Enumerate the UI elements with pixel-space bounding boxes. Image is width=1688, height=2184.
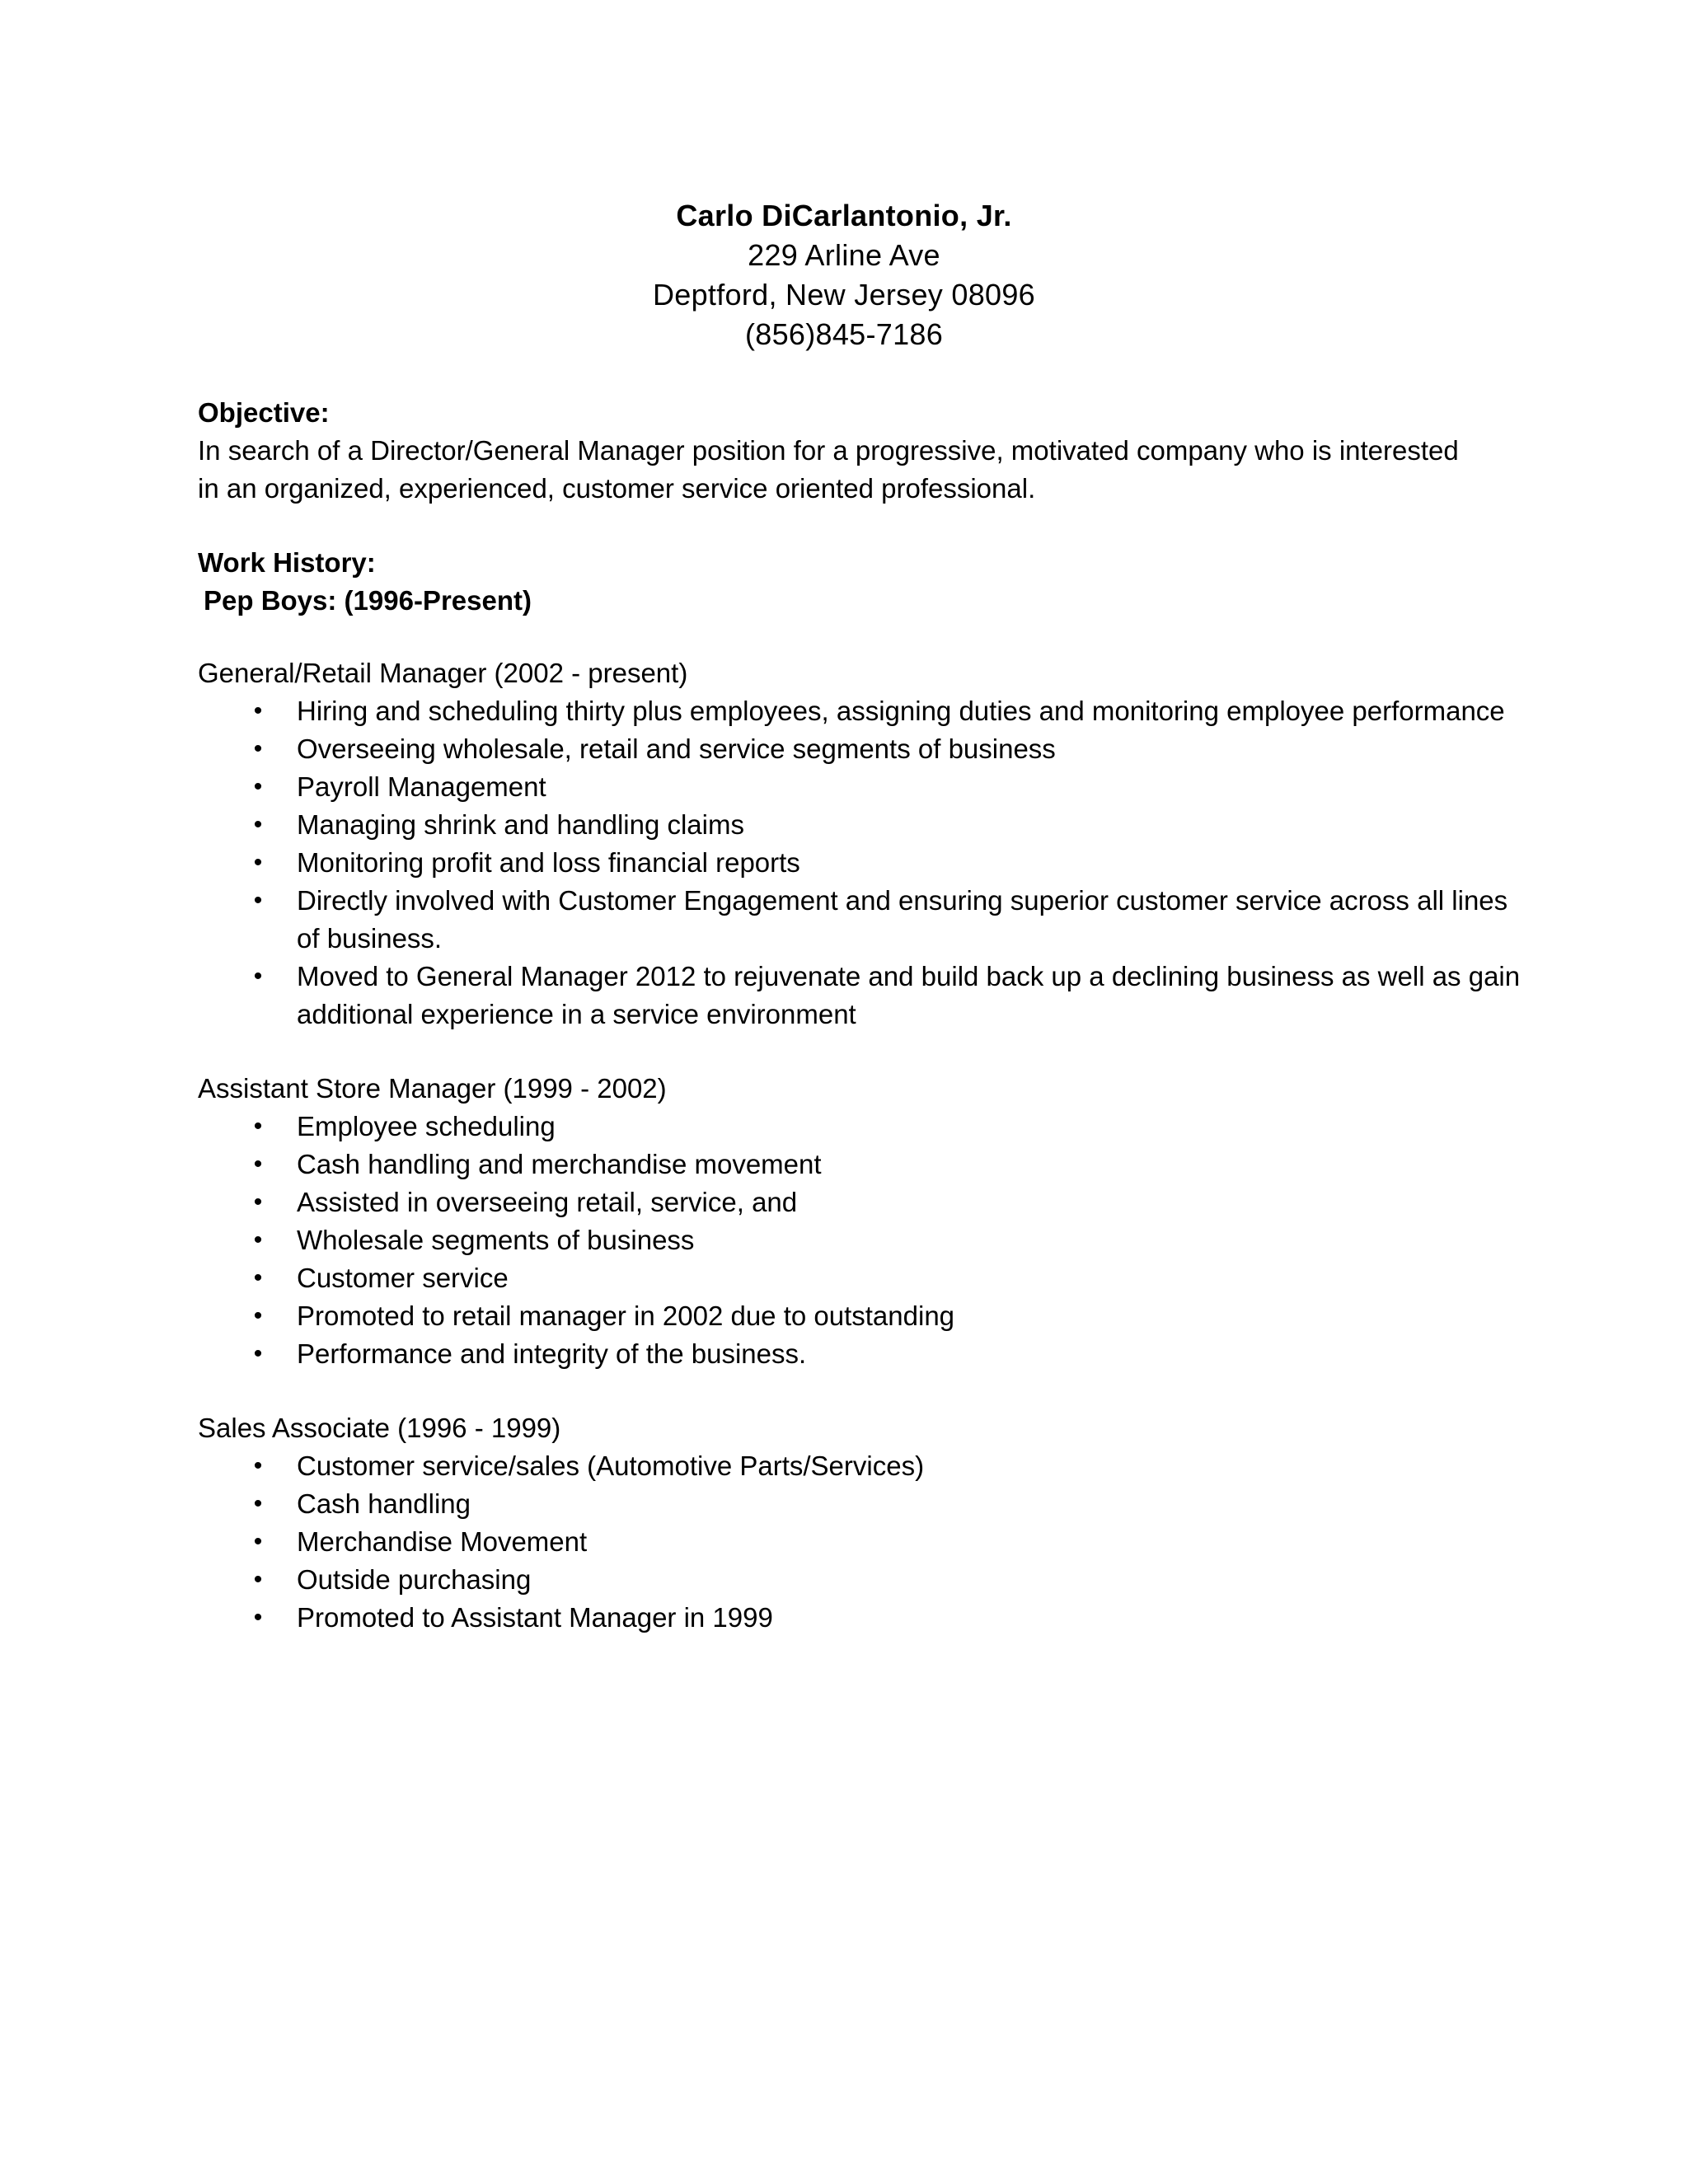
bullet-icon: •	[253, 1264, 263, 1291]
bullet-icon: •	[253, 1226, 263, 1254]
duty-text: Hiring and scheduling thirty plus employees, assigning duties and monitoring employee performance	[297, 696, 1505, 726]
candidate-name: Carlo DiCarlantonio, Jr.	[676, 199, 1012, 232]
duty-item	[198, 1146, 1533, 1183]
duty-item	[198, 882, 1533, 958]
duty-item	[198, 844, 1533, 882]
objective-text: In search of a Director/General Manager position for a progressive, motivated company who is interested in an organized, experienced, customer service oriented professional.	[198, 435, 1459, 504]
duty-item	[198, 1108, 1533, 1146]
job-section	[198, 654, 1533, 1033]
duty-text: Overseeing wholesale, retail and service segments of business	[297, 733, 1056, 764]
job-title: Sales Associate (1996 - 1999)	[198, 1413, 561, 1443]
duty-text: Cash handling and merchandise movement	[297, 1149, 822, 1179]
duty-text: Payroll Management	[297, 771, 546, 802]
bullet-icon: •	[253, 1566, 263, 1593]
duty-item	[198, 806, 1533, 844]
resume-header	[0, 196, 1688, 354]
duty-text: Promoted to Assistant Manager in 1999	[297, 1602, 773, 1633]
duty-item	[198, 1297, 1533, 1335]
phone-number: (856)845-7186	[744, 317, 944, 351]
bullet-icon: •	[253, 697, 263, 724]
duty-list	[198, 1447, 1533, 1637]
duty-item	[198, 1599, 1533, 1637]
duty-text: Customer service	[297, 1263, 509, 1293]
duty-text: Moved to General Manager 2012 to rejuvenate and build back up a declining business as well as gain additional experience in a service environment	[297, 961, 1521, 1029]
duty-text: Promoted to retail manager in 2002 due to outstanding	[297, 1301, 955, 1331]
duty-item	[198, 730, 1533, 768]
duty-text: Performance and integrity of the business.	[297, 1338, 807, 1369]
bullet-icon: •	[253, 1490, 263, 1517]
employer-name: Pep Boys: (1996-Present)	[204, 585, 532, 616]
bullet-icon: •	[253, 811, 263, 838]
bullet-icon: •	[253, 1151, 263, 1178]
duty-item	[198, 1183, 1533, 1221]
job-title: Assistant Store Manager (1999 - 2002)	[198, 1073, 667, 1104]
duty-text: Directly involved with Customer Engagement and ensuring superior customer service across all lines of business.	[297, 885, 1508, 954]
bullet-icon: •	[253, 1604, 263, 1631]
duty-item	[198, 1259, 1533, 1297]
bullet-icon: •	[253, 773, 263, 800]
bullet-icon: •	[253, 963, 263, 990]
bullet-icon: •	[253, 1340, 263, 1367]
job-title: General/Retail Manager (2002 - present)	[198, 658, 688, 688]
work-history-heading: Work History:	[198, 547, 376, 578]
duty-text: Managing shrink and handling claims	[297, 809, 744, 840]
duty-item	[198, 1335, 1533, 1373]
duty-item	[198, 1447, 1533, 1485]
bullet-icon: •	[253, 1188, 263, 1216]
duty-list	[198, 692, 1533, 1033]
duty-item	[198, 1523, 1533, 1561]
bullet-icon: •	[253, 1528, 263, 1555]
bullet-icon: •	[253, 887, 263, 914]
bullet-icon: •	[253, 735, 263, 762]
duty-item	[198, 1221, 1533, 1259]
duty-text: Employee scheduling	[297, 1111, 556, 1141]
duty-text: Monitoring profit and loss financial reports	[297, 847, 800, 878]
duty-list	[198, 1108, 1533, 1373]
duty-item	[198, 1485, 1533, 1523]
duty-item	[198, 958, 1533, 1033]
street-address: 229 Arline Ave	[748, 238, 940, 272]
bullet-icon: •	[253, 1113, 263, 1140]
duty-text: Wholesale segments of business	[297, 1225, 695, 1255]
duty-text: Outside purchasing	[297, 1564, 532, 1595]
duty-item	[198, 1561, 1533, 1599]
bullet-icon: •	[253, 1302, 263, 1329]
duty-text: Cash handling	[297, 1488, 471, 1519]
duty-item	[198, 768, 1533, 806]
duty-text: Assisted in overseeing retail, service, and	[297, 1187, 798, 1217]
job-section	[198, 1409, 1533, 1637]
city-state-zip: Deptford, New Jersey 08096	[652, 278, 1036, 312]
objective-heading: Objective:	[198, 397, 330, 428]
duty-text: Merchandise Movement	[297, 1526, 588, 1557]
resume-body	[198, 394, 1533, 1637]
job-section	[198, 1070, 1533, 1373]
bullet-icon: •	[253, 1452, 263, 1479]
duty-item	[198, 692, 1533, 730]
duty-text: Customer service/sales (Automotive Parts/Services)	[297, 1451, 925, 1481]
bullet-icon: •	[253, 849, 263, 876]
